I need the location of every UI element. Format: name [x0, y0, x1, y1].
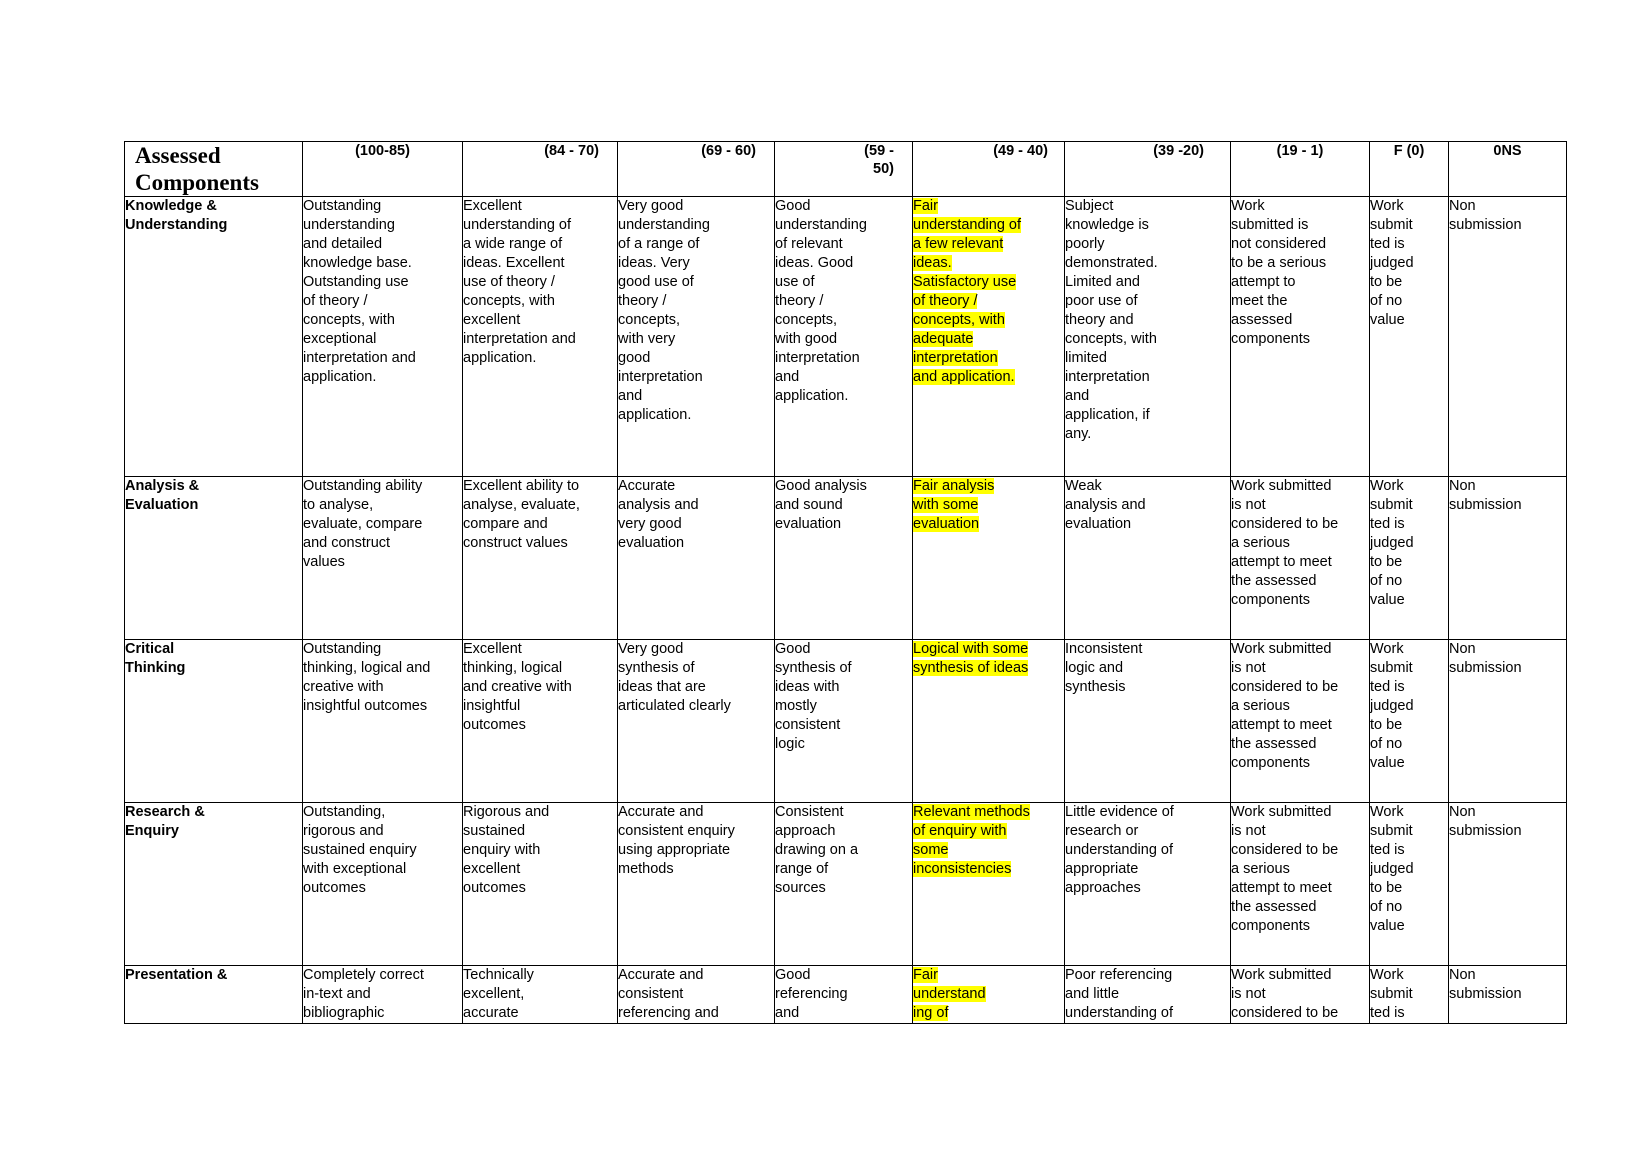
rubric-cell-highlighted [913, 197, 1065, 477]
assessment-rubric-table [124, 141, 1567, 1024]
component-label: Critical Thinking [125, 640, 303, 803]
rubric-cell: Excellent understanding of a wide range of ideas. Excellent use of theory / concepts, with excellent interpretation and application. [463, 197, 618, 477]
rubric-cell: Good understanding of relevant ideas. Good use of theory / concepts, with good interpretation and application. [775, 197, 913, 477]
rubric-cell: Excellent ability to analyse, evaluate, compare and construct values [463, 477, 618, 640]
assessed-components-header: Assessed Components [125, 142, 303, 197]
rubric-cell: Non submission [1449, 477, 1567, 640]
rubric-cell: Outstanding, rigorous and sustained enquiry with exceptional outcomes [303, 803, 463, 966]
rubric-cell: Outstanding ability to analyse, evaluate, compare and construct values [303, 477, 463, 640]
highlighted-text: Fair understanding of a few relevant ideas. Satisfactory use of theory / concepts, with adequate interpretation and application. [913, 198, 1022, 385]
band-header: (69 - 60) [618, 142, 775, 197]
rubric-cell: Consistent approach drawing on a range of sources [775, 803, 913, 966]
rubric-cell: Good analysis and sound evaluation [775, 477, 913, 640]
rubric-cell: Little evidence of research or understanding of appropriate approaches [1065, 803, 1231, 966]
rubric-cell: Technically excellent, accurate [463, 966, 618, 1024]
component-label: Analysis & Evaluation [125, 477, 303, 640]
band-header: F (0) [1370, 142, 1449, 197]
highlighted-text: Relevant methods of enquiry with some inconsistencies [913, 804, 1030, 877]
rubric-cell: Work submit ted is judged to be of no value [1370, 197, 1449, 477]
band-header: 0NS [1449, 142, 1567, 197]
rubric-cell: Outstanding thinking, logical and creative with insightful outcomes [303, 640, 463, 803]
rubric-cell: Very good understanding of a range of ideas. Very good use of theory / concepts, with very good interpretation and application. [618, 197, 775, 477]
component-label: Presentation & [125, 966, 303, 1024]
rubric-cell: Outstanding understanding and detailed knowledge base. Outstanding use of theory / concepts, with exceptional interpretation and application. [303, 197, 463, 477]
rubric-cell: Accurate analysis and very good evaluation [618, 477, 775, 640]
rubric-row-presentation [125, 966, 1567, 1024]
rubric-cell: Accurate and consistent enquiry using appropriate methods [618, 803, 775, 966]
rubric-cell: Completely correct in-text and bibliographic [303, 966, 463, 1024]
highlighted-text: Fair analysis with some evaluation [913, 478, 995, 532]
rubric-cell: Good referencing and [775, 966, 913, 1024]
rubric-cell: Work submit ted is judged to be of no value [1370, 477, 1449, 640]
rubric-row-research [125, 803, 1567, 966]
rubric-cell: Subject knowledge is poorly demonstrated. Limited and poor use of theory and concepts, with limited interpretation and application, if any. [1065, 197, 1231, 477]
rubric-cell: Work submitted is not considered to be a serious attempt to meet the assessed components [1231, 640, 1370, 803]
rubric-cell: Inconsistent logic and synthesis [1065, 640, 1231, 803]
rubric-cell: Work submitted is not considered to be a serious attempt to meet the assessed components [1231, 803, 1370, 966]
rubric-cell: Non submission [1449, 640, 1567, 803]
band-header: (59 - 50) [775, 142, 913, 197]
rubric-cell-highlighted [913, 803, 1065, 966]
rubric-cell: Work submit ted is judged to be of no value [1370, 803, 1449, 966]
rubric-cell-highlighted [913, 640, 1065, 803]
band-header: (100-85) [303, 142, 463, 197]
highlighted-text: Fair understand ing of [913, 967, 986, 1021]
rubric-cell: Accurate and consistent referencing and [618, 966, 775, 1024]
rubric-cell: Poor referencing and little understanding of [1065, 966, 1231, 1024]
rubric-cell: Rigorous and sustained enquiry with excellent outcomes [463, 803, 618, 966]
rubric-cell: Excellent thinking, logical and creative with insightful outcomes [463, 640, 618, 803]
rubric-cell: Work submit ted is judged to be of no value [1370, 640, 1449, 803]
rubric-cell: Weak analysis and evaluation [1065, 477, 1231, 640]
rubric-cell: Work submitted is not considered to be a serious attempt to meet the assessed components [1231, 477, 1370, 640]
rubric-row-knowledge [125, 197, 1567, 477]
rubric-row-analysis [125, 477, 1567, 640]
rubric-cell: Very good synthesis of ideas that are articulated clearly [618, 640, 775, 803]
rubric-cell: Non submission [1449, 966, 1567, 1024]
rubric-cell: Work submitted is not considered to be [1231, 966, 1370, 1024]
band-header: (19 - 1) [1231, 142, 1370, 197]
rubric-cell-highlighted [913, 477, 1065, 640]
rubric-cell-highlighted [913, 966, 1065, 1024]
rubric-row-critical-thinking [125, 640, 1567, 803]
rubric-cell: Non submission [1449, 197, 1567, 477]
header-row [125, 142, 1567, 197]
band-header: (49 - 40) [913, 142, 1065, 197]
highlighted-text: Logical with some synthesis of ideas [913, 641, 1029, 676]
rubric-cell: Work submit ted is [1370, 966, 1449, 1024]
band-header: (84 - 70) [463, 142, 618, 197]
rubric-cell: Good synthesis of ideas with mostly consistent logic [775, 640, 913, 803]
band-header: (39 -20) [1065, 142, 1231, 197]
rubric-cell: Non submission [1449, 803, 1567, 966]
component-label: Research & Enquiry [125, 803, 303, 966]
component-label: Knowledge & Understanding [125, 197, 303, 477]
rubric-cell: Work submitted is not considered to be a serious attempt to meet the assessed components [1231, 197, 1370, 477]
